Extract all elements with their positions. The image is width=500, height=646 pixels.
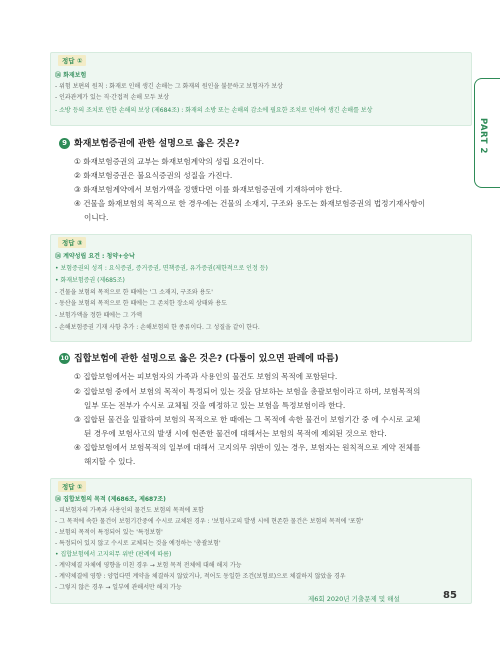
answer-2-line: - 보험가액을 정한 때에는 그 가액	[55, 312, 143, 319]
answer-2-line: - 건물을 보험의 목적으로 한 때에는 '그 소재지, 구조와 용도'	[55, 289, 213, 296]
answer-3-line: • 집합보험에서 고지의무 위반 (판례에 따름)	[55, 551, 172, 558]
question-number-badge: 10	[60, 355, 69, 362]
question-10-option: ④ 집합보험에서 보험목적의 일부에 대해서 고지의무 위반이 있는 경우, 보험자는 원칙적으로 계약 전체를	[74, 443, 421, 452]
part-label: PART 2	[478, 118, 488, 154]
answer-2-line: - 동산을 보험의 목적으로 한 때에는 그 존치한 장소의 상태와 용도	[55, 300, 227, 307]
question-9-text: 화재보험증권에 관한 설명으로 옳은 것은?	[74, 139, 240, 149]
question-9-option: ④ 건물을 화재보험의 목적으로 한 경우에는 건물의 소재지, 구조와 용도는 화재보험증권의 법정기재사항이	[74, 199, 426, 208]
question-9-option: ① 화재보험증권의 교부는 화재보험계약의 성립 요건이다.	[74, 157, 265, 166]
question-10-text: 집합보험에 관한 설명으로 옳은 것은? (다툼이 있으면 판례에 따름)	[74, 354, 339, 364]
question-10-option: ② 집합보험 중에서 보험의 목적이 특정되어 있는 것을 담보하는 보험을 총괄보험이라고 하며, 보험목적의	[74, 387, 421, 396]
answer-3-line: - 특정되어 있지 않고 수시로 교체되는 것을 예정하는 '총괄보험'	[55, 540, 221, 547]
answer-3-line: - 그 목적에 속한 물건이 보험기간중에 수시로 교체된 경우 : '보험사고의 발생 시에 현존한 물건은 보험의 목적에 '포함'	[55, 518, 364, 525]
question-10-option-cont: 일부 또는 전부가 수시로 교체될 것을 예정하고 있는 보험을 특정보험이라 한다.	[84, 401, 346, 410]
answer-2-line: ⑭ 계약성립 요건 : 청약+승낙	[55, 253, 135, 260]
answer-3-line: - 피보험자의 가족과 사용인의 물건도 보험의 목적에 포함	[55, 507, 204, 514]
answer-tag-3: 정답 ①	[58, 481, 86, 492]
answer-tag-2: 정답 ③	[58, 237, 86, 248]
page-number: 85	[443, 590, 457, 601]
question-9-option: ② 화재보험증권은 불요식증권의 성질을 가진다.	[74, 171, 233, 180]
answer-3-line: - 보험의 목적이 특정되어 있는 '특정보험'	[55, 529, 163, 536]
question-10-option: ① 집합보험에서는 피보험자의 가족과 사용인의 물건도 보험의 목적에 포함된다.	[74, 372, 338, 381]
answer-1-line: - 인과관계가 있는 직·간접적 손해 모두 보상	[55, 94, 170, 101]
question-9-title	[59, 136, 240, 149]
question-9-option-cont: 이니다.	[84, 213, 109, 222]
footer-chapter: 제6회 2020년 기출문제 및 해설	[308, 595, 400, 603]
question-10-option-cont: 된 경우에 보험사고의 발생 시에 현존한 물건에 대해서는 보험의 목적에 제외된 것으로 한다.	[84, 429, 387, 438]
question-9-option: ③ 화재보험계약에서 보험가액을 정했다면 이를 화재보험증권에 기재하여야 한다.	[74, 185, 343, 194]
answer-3-line: - 계약체결에 영향 : 양업다면 계약을 체결하지 않았거나, 적어도 동일한 조건(보험료)으로 체결하지 않았을 경우	[55, 573, 346, 580]
question-10-title	[59, 351, 339, 364]
answer-2-line: • 화재보험증권 (제685조)	[55, 277, 125, 284]
question-10-option-cont: 해지할 수 있다.	[84, 457, 136, 466]
question-10-option: ③ 집합된 물건을 일괄하여 보험의 목적으로 한 때에는 그 목적에 속한 물건이 보험기간 중 에 수시로 교체	[74, 415, 421, 424]
answer-1-line: ⑭ 화재보험	[55, 72, 87, 79]
answer-3-line: - 계약체결 자체에 영향을 미친 경우 → 보험 목적 전체에 대해 해지 가능	[55, 562, 242, 569]
answer-2-line: • 보험증권의 성격 : 요식증권, 증거증권, 면책증권, 유가증권(제한적으로 인정 등)	[55, 265, 268, 272]
answer-2-line: - 손해보험증권 기재 사항 추가 : 손해보험의 한 종류이다. 그 성질을 같이 한다.	[55, 324, 260, 331]
question-number-badge: 9	[59, 138, 70, 149]
answer-3-line: - 그렇지 않은 경우 → 일부에 관해서만 해지 가능	[55, 584, 182, 591]
answer-3-line: ⑭ 집합보험의 목적 (제686조, 제687조)	[55, 496, 166, 503]
answer-1-line: - 위험 보편의 원칙 : 화재로 인해 생긴 손해는 그 화재의 원인을 불문하고 보험자가 보상	[55, 83, 283, 90]
answer-tag-1: 정답 ①	[58, 55, 86, 66]
answer-1-line: - 소방 등의 조치로 인한 손해의 보상 (제684조) : 화재의 소방 또는 손해의 감소에 필요한 조치로 인하여 생긴 손해를 보상	[55, 107, 373, 114]
